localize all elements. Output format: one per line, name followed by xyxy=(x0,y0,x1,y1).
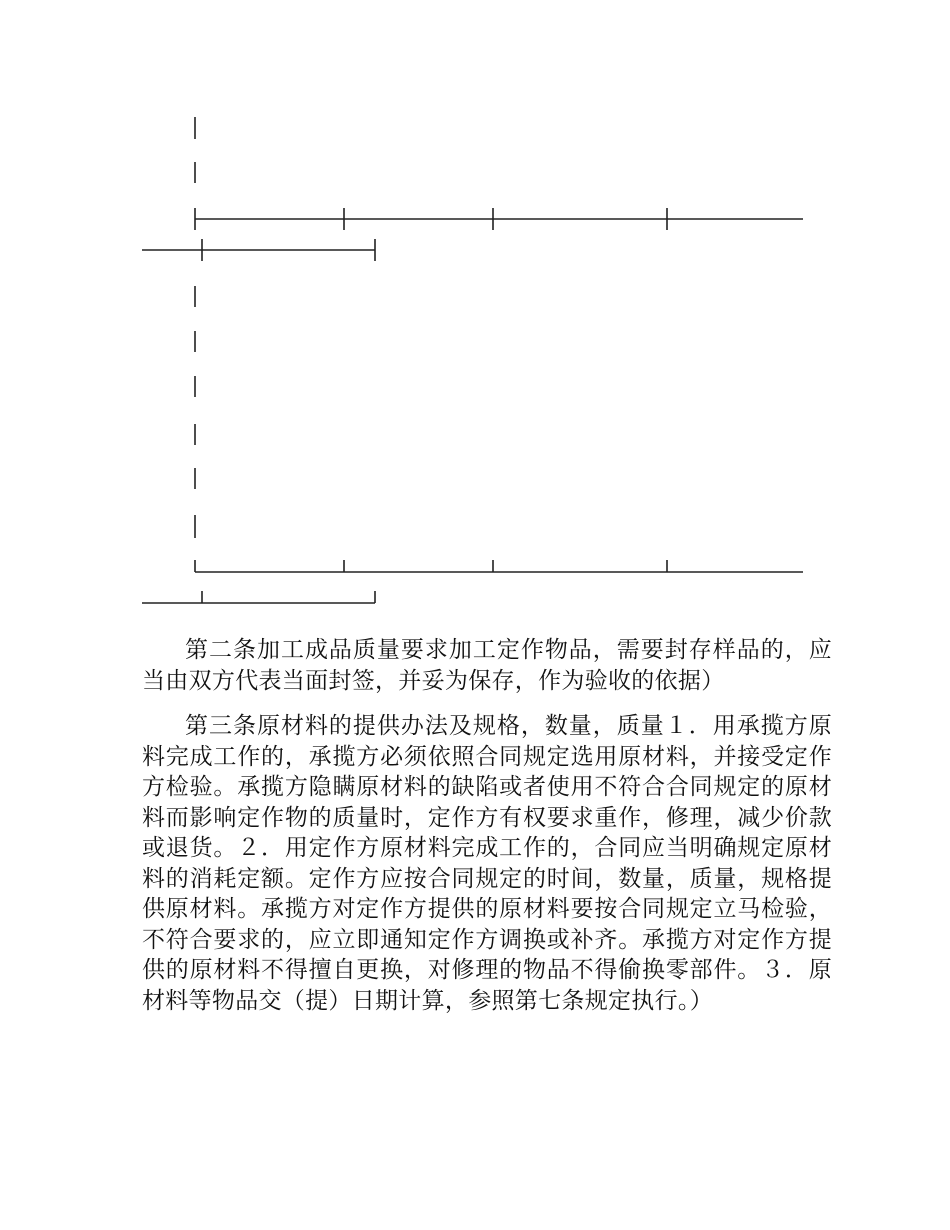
article-2-paragraph: 第二条加工成品质量要求加工定作物品，需要封存样品的，应当由双方代表当面封签，并妥为保存，作为验收的依据） xyxy=(142,637,832,694)
article-3-paragraph: 第三条原材料的提供办法及规格，数量，质量１．用承揽方原料完成工作的，承揽方必须依照合同规定选用原材料，并接受定作方检验。承揽方隐瞒原材料的缺陷或者使用不符合合同规定的原材料而影响定作物的质量时，定作方有权要求重作，修理，减少价款或退货。２．用定作方原材料完成工作的，合同应当明确规定原材料的消耗定额。定作方应按合同规定的时间，数量，质量，规格提供原材料。承揽方对定作方提供的原材料要按合同规定立马检验，不符合要求的，应立即通知定作方调换或补齐。承揽方对定作方提供的原材料不得擅自更换，对修理的物品不得偷换零部件。３．原材料等物品交（提）日期计算，参照第七条规定执行。） xyxy=(142,713,832,1014)
